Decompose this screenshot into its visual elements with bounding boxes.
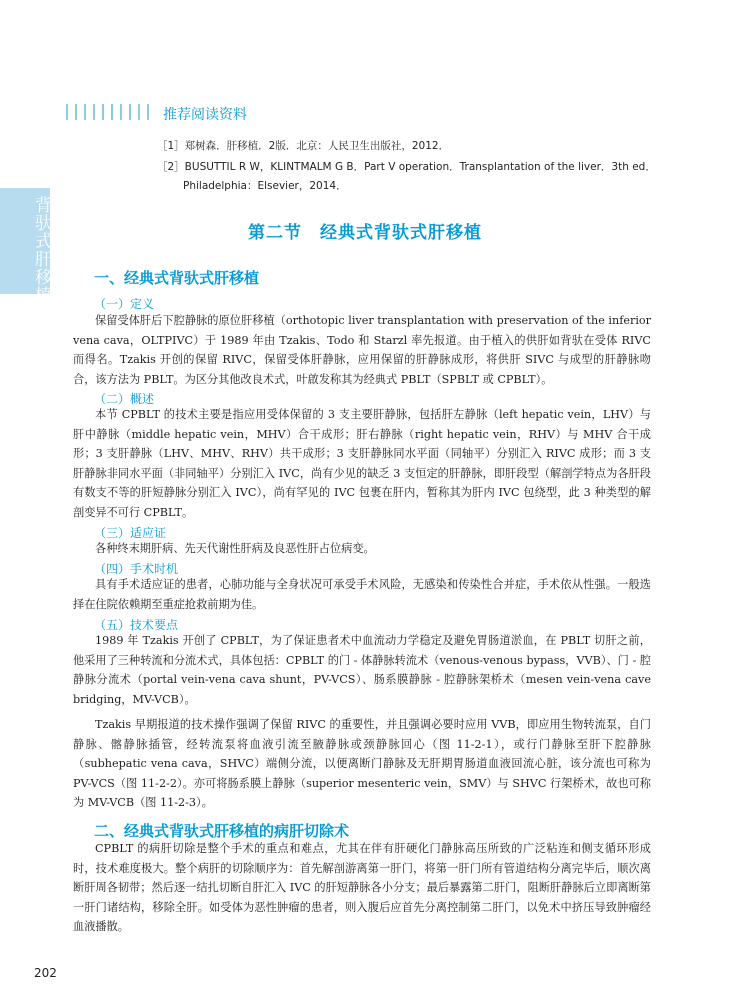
- reference-2: ［2］BUSUTTIL R W，KLINTMALM G B．Part Ⅴ operation．Transplantation of the liver．3th ed．: [157, 161, 656, 173]
- overview-text: 本节 CPBLT 的技术主要是指应用受体保留的 3 支主要肝静脉，包括肝左静脉（left hepatic vein，LHV）与肝中静脉（middle hepatic vein，MHV）合干成形；肝右静脉（right hepatic vein，RHV）与 MHV 合干成形；3 支肝静脉（LHV、MHV、RHV）共干成形；3 支肝静脉同水平面（同轴平）分别汇入 RIVC 成形；而 3 支肝静脉非同水平面（非同轴平）分别汇入 IVC，尚有少见的缺乏 3 支恒定的肝静脉，即肝段型（解剖学特点为各肝段有数支不等的肝短静脉分别汇入 IVC），尚有罕见的 IVC 包裹在肝内，暂称其为肝内 IVC 包绕型，此 3 种类型的解剖变异不可行 CPBLT。: [73, 408, 651, 519]
- timing-text: 具有手术适应证的患者，心肺功能与全身状况可承受手术风险，无感染和传染性合并症，手术依从性强。一般选择在住院依赖期至重症抢救前期为佳。: [73, 578, 651, 611]
- paragraph-definition: [73, 311, 651, 389]
- paragraph-timing: [73, 575, 651, 614]
- paragraph-technique: [73, 631, 651, 813]
- subheading-indications: （三）适应证: [94, 526, 167, 540]
- paragraph-resection: [73, 839, 651, 937]
- heading-part1: 一、经典式背驮式肝移植: [94, 269, 260, 287]
- definition-text: 保留受体肝后下腔静脉的原位肝移植（orthotopic liver transplantation with preservation of the inferior vena cava，OLTPIVC）于 1989 年由 Tzakis、Todo 和 Starzl 率先报道。由于植入的供肝如背驮在受体 RIVC 而得名。Tzakis 开创的保留 RIVC，保留受体肝静脉，应用保留的肝静脉成形，将供肝 SIVC 与成型的肝静脉吻合，该方法为 PBLT。为区分其他改良术式，叶啟发称其为经典式 PBLT（SPBLT 或 CPBLT）。: [73, 314, 651, 386]
- technique-text-2: Tzakis 早期报道的技术操作强调了保留 RIVC 的重要性，并且强调必要时应用 VVB，即应用生物转流泵，自门静脉、髂静脉插管，经转流泵将血液引流至腋静脉或颈静脉回心（图 11-2-1），或行门静脉至肝下腔静脉（subhepatic vena cava，SHVC）端侧分流，以便离断门静脉及无肝期胃肠道血液回流心脏，该分流也可称为 PV-VCS（图 11-2-2）。亦可将肠系膜上静脉（superior mesenteric vein，SMV）与 SHVC 行架桥术，故也可称为 MV-VCB（图 11-2-3）。: [73, 718, 651, 809]
- reference-2-cont: Philadelphia：Elsevier，2014．: [183, 180, 347, 192]
- subheading-timing: （四）手术时机: [94, 562, 179, 576]
- paragraph-indications: [73, 539, 651, 559]
- paragraph-overview: [73, 405, 651, 522]
- subheading-overview: （二）概述: [94, 392, 155, 406]
- reference-1: ［1］郑树森．肝移植．2版．北京：人民卫生出版社，2012．: [157, 140, 450, 152]
- subheading-definition: （一）定义: [94, 297, 155, 311]
- technique-text-1: 1989 年 Tzakis 开创了 CPBLT，为了保证患者术中血流动力学稳定及避免胃肠道淤血，在 PBLT 切肝之前，他采用了三种转流和分流术式，具体包括：CPBLT 的门 - 体静脉转流术（venous-venous bypass，VVB）、门 - 腔静脉分流术（portal vein-vena cava shunt，PV-VCS）、肠系膜静脉 - 腔静脉架桥术（mesen vein-vena cave bridging，MV-VCB）。: [73, 634, 651, 706]
- resection-text: CPBLT 的病肝切除是整个手术的重点和难点，尤其在伴有肝硬化门静脉高压所致的广泛粘连和侧支循环形成时，技术难度极大。整个病肝的切除顺序为：首先解剖游离第一肝门，将第一肝门所有管道结构分离完毕后，顺次离断肝周各韧带；然后逐一结扎切断自肝汇入 IVC 的肝短静脉各小分支；最后暴露第二肝门，阻断肝静脉后立即离断第一肝门诸结构，移除全肝。如受体为恶性肿瘤的患者，则入腹后应首先分离控制第二肝门，以免术中挤压导致肿瘤经血液播散。: [73, 842, 651, 933]
- subheading-technique: （五）技术要点: [94, 618, 179, 632]
- page-number: 202: [34, 966, 57, 980]
- decorative-bars: [66, 104, 149, 120]
- side-chapter-label: 背驮式肝移植: [31, 196, 51, 304]
- heading-part2: 二、经典式背驮式肝移植的病肝切除术: [94, 822, 350, 840]
- recommended-reading-title: 推荐阅读资料: [163, 107, 247, 123]
- section-title: 第二节 经典式背驮式肝移植: [248, 223, 482, 243]
- indications-text: 各种终末期肝病、先天代谢性肝病及良恶性肝占位病变。: [95, 542, 375, 555]
